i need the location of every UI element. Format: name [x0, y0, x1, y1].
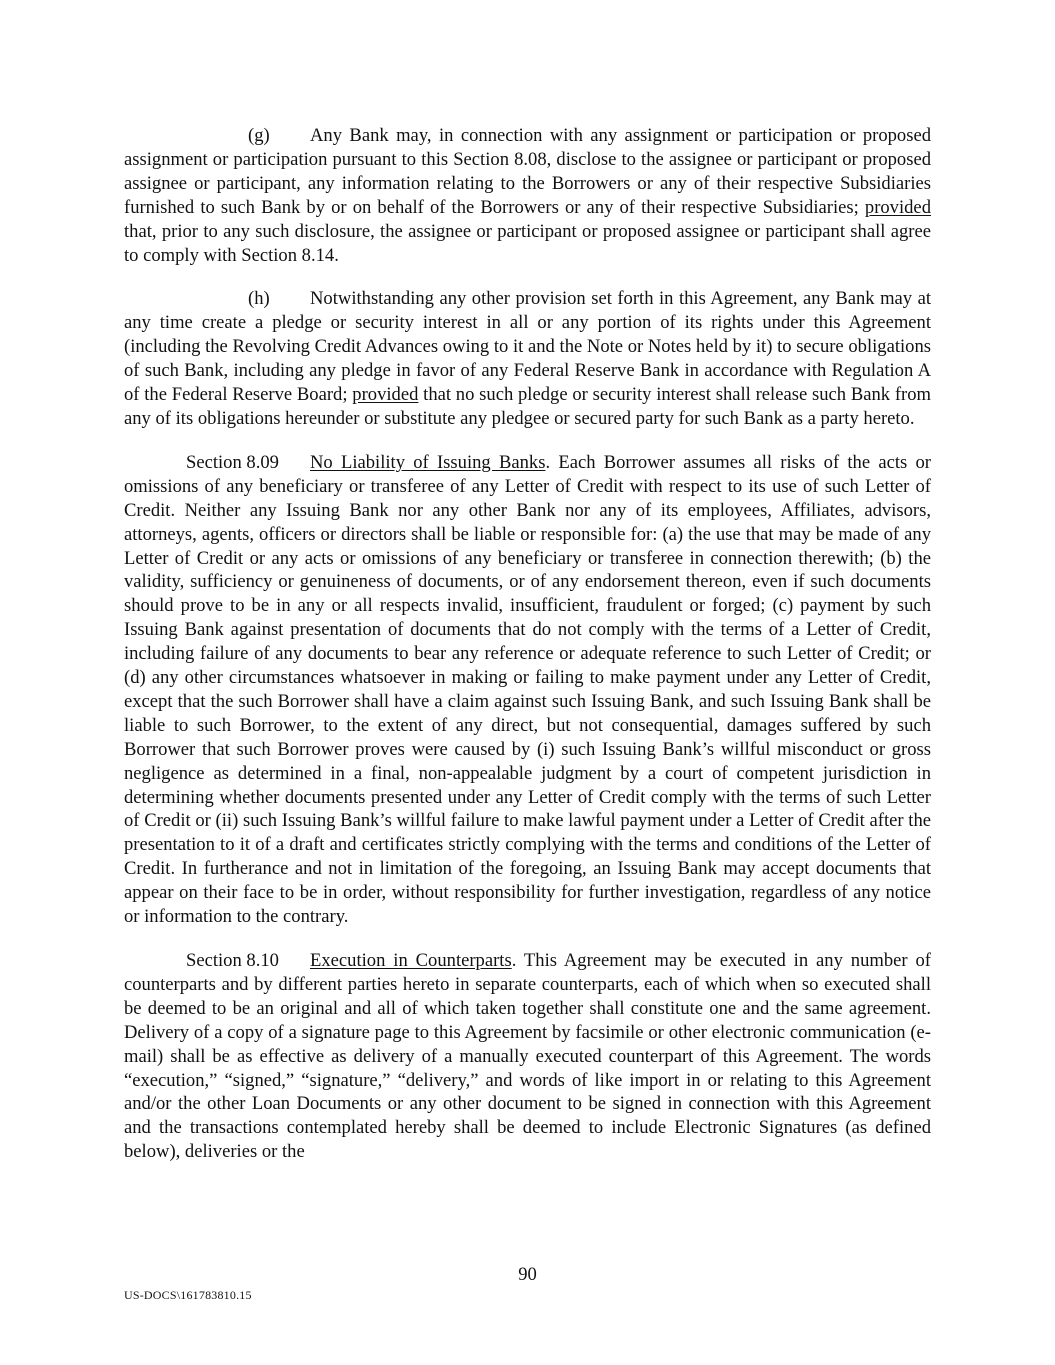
page-number: 90: [518, 1264, 537, 1285]
paragraph-g-marker: (g): [248, 125, 270, 146]
document-body: [124, 124, 931, 1184]
section-8-09-heading: No Liability of Issuing Banks: [310, 451, 546, 473]
paragraph-g-provided: provided: [864, 196, 931, 218]
paragraph-h-provided: provided: [352, 384, 419, 406]
paragraph-h-marker: (h): [248, 288, 270, 310]
section-8-09: [124, 451, 931, 929]
paragraph-h-text-1: Notwithstanding any other provision set forth in this Agreement, any Bank may at any time create a pledge or security interest in all or any portion of its rights under this Agreement (including the Revolving Credit Advances owing to it and the Note or Notes held by it) to secure obligations of such Bank, including any pledge in favor of any Federal Reserve Bank in accordance with Regulation A of the Federal Reserve Board;: [124, 288, 931, 406]
paragraph-g-text-1: Any Bank may, in connection with any assignment or participation or proposed assignment or participation pursuant to this Section 8.08, disclose to the assignee or participant or proposed assignee or participant, any information relating to the Borrowers or any of their respective Subsidiaries furnished to such Bank by or on behalf of the Borrowers or any of their respective Subsidiaries;: [124, 125, 931, 218]
document-id: US-DOCS\161783810.15: [124, 1288, 252, 1302]
section-8-10: [124, 949, 931, 1164]
section-8-10-number: Section 8.10: [186, 950, 279, 971]
paragraph-g: [124, 124, 931, 267]
paragraph-h-text-2: that no such pledge or security interest shall release such Bank from any of its obligations hereunder or substitute any pledgee or secured party for such Bank as a party hereto.: [124, 384, 931, 429]
paragraph-g-text-2: that, prior to any such disclosure, the assignee or participant or proposed assignee or participant shall agree to comply with Section 8.14.: [124, 220, 931, 266]
paragraph-h: [124, 287, 931, 430]
section-8-09-number: Section 8.09: [186, 451, 279, 473]
section-8-10-heading: Execution in Counterparts: [310, 950, 512, 971]
section-8-09-body: . Each Borrower assumes all risks of the acts or omissions of any beneficiary or transferee of any Letter of Credit with respect to its use of such Letter of Credit. Neither any Issuing Bank nor any other Bank nor any of its employees, Affiliates, advisors, attorneys, agents, officers or directors shall be liable or responsible for: (a) the use that may be made of any Letter of Credit or any acts or omissions of any beneficiary or transferee in connection therewith; (b) the validity, sufficiency or genuineness of documents, or of any endorsement thereon, even if such documents should prove to be in any or all respects invalid, insufficient, fraudulent or forged; (c) payment by such Issuing Bank against presentation of documents that do not comply with the terms of a Letter of Credit, including failure of any documents to bear any reference or adequate reference to such Letter of Credit; or (d) any other circumstances whatsoever in making or failing to make payment under any Letter of Credit, except that the such Borrower shall have a claim against such Issuing Bank, and such Issuing Bank shall be liable to such Borrower, to the extent of any direct, but not consequential, damages suffered by such Borrower that such Borrower proves were caused by (i) such Issuing Bank’s willful misconduct or gross negligence as determined in a final, non-appealable judgment by a court of competent jurisdiction in determining whether documents presented under any Letter of Credit comply with the terms of such Letter of Credit or (ii) such Issuing Bank’s willful failure to make lawful payment under a Letter of Credit after the presentation to it of a draft and certificates strictly complying with the terms and conditions of the Letter of Credit. In furtherance and not in limitation of the foregoing, an Issuing Bank may accept documents that appear on their face to be in order, without responsibility for further investigation, regardless of any notice or information to the contrary.: [124, 451, 931, 928]
section-8-10-body: . This Agreement may be executed in any number of counterparts and by different parties hereto in separate counterparts, each of which when so executed shall be deemed to be an original and all of which taken together shall constitute one and the same agreement. Delivery of a copy of a signature page to this Agreement by facsimile or other electronic communication (e-mail) shall be as effective as delivery of a manually executed counterpart of this Agreement. The words “execution,” “signed,” “signature,” “delivery,” and words of like import in or relating to this Agreement and/or the other Loan Documents or any other document to be signed in connection with this Agreement and the transactions contemplated hereby shall be deemed to include Electronic Signatures (as defined below), deliveries or the: [124, 950, 931, 1163]
